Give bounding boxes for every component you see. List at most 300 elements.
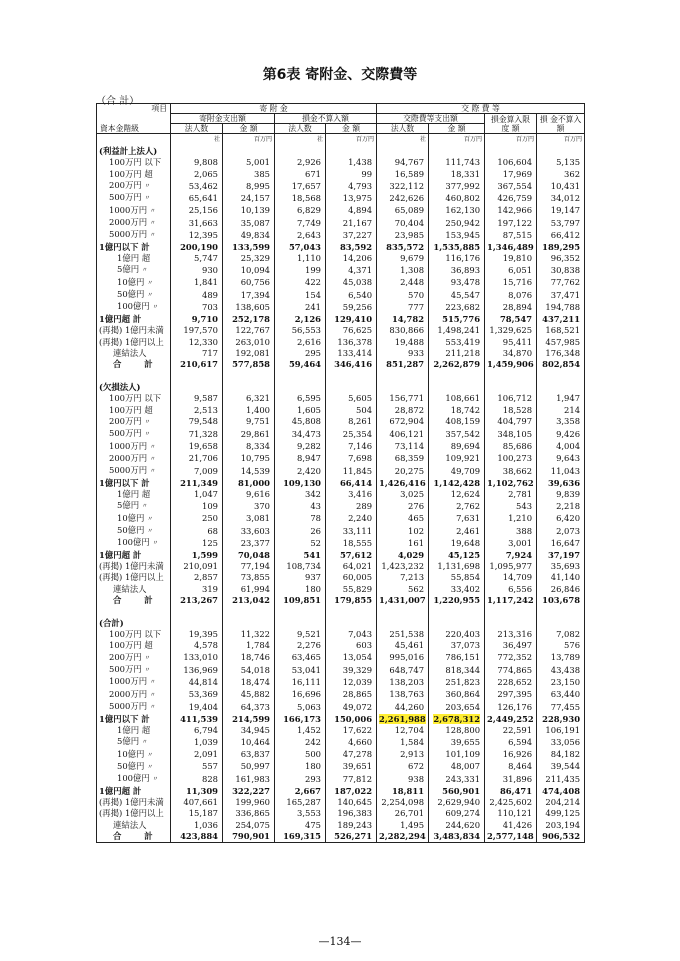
- value-cell: [377, 157, 429, 168]
- row-label: [97, 820, 171, 831]
- value-text: 2,420: [297, 465, 321, 476]
- value-text: 53,369: [188, 689, 218, 700]
- value-text: 162,130: [445, 205, 481, 216]
- value-cell: [429, 359, 485, 370]
- value-cell: [377, 640, 429, 651]
- empty-cell: [429, 146, 485, 157]
- value-text: 26: [310, 525, 321, 536]
- table-row: [97, 489, 585, 500]
- value-text: 2,091: [194, 749, 218, 760]
- row-label: [97, 629, 171, 640]
- value-cell: [485, 337, 537, 348]
- value-cell: [326, 289, 377, 301]
- row-label: [97, 500, 171, 512]
- value-text: 200,190: [180, 241, 218, 252]
- value-text: 385: [254, 168, 270, 179]
- row-label-text: 50億円: [117, 525, 145, 535]
- row-label: [97, 325, 171, 336]
- ditto-mark: 〃: [147, 751, 154, 759]
- value-text: 241: [305, 301, 321, 312]
- table-row: [97, 652, 585, 664]
- value-text: 50,997: [240, 761, 270, 772]
- value-text: 276: [408, 500, 425, 511]
- row-label-text: (再掲) 1億円以上: [99, 572, 164, 583]
- value-text: 411,539: [180, 713, 218, 724]
- table-row: [97, 550, 585, 561]
- value-text: 31,663: [188, 217, 218, 228]
- value-text: 89,694: [450, 441, 481, 452]
- value-text: 9,587: [194, 393, 218, 404]
- value-cell: [223, 525, 275, 537]
- empty-cell: [171, 146, 223, 157]
- value-cell: [377, 525, 429, 537]
- value-text: 672: [408, 761, 425, 772]
- value-text: 109: [202, 500, 218, 511]
- value-cell: [171, 584, 223, 595]
- value-cell: [537, 192, 585, 204]
- value-cell: [326, 500, 377, 512]
- row-label: [97, 264, 171, 276]
- value-text: 196,383: [337, 808, 373, 819]
- value-text: 133,599: [232, 241, 270, 252]
- value-text: 603: [356, 640, 373, 651]
- value-cell: [171, 572, 223, 583]
- unit-cell: 百万円: [326, 134, 377, 147]
- value-cell: [537, 229, 585, 241]
- value-cell: [485, 561, 537, 572]
- value-cell: [485, 736, 537, 748]
- value-text: 1,142,428: [433, 477, 481, 488]
- value-cell: [429, 550, 485, 561]
- row-label: [97, 701, 171, 713]
- value-cell: [171, 465, 223, 477]
- value-text: 1,220,955: [433, 595, 481, 606]
- value-text: 1,210: [508, 513, 533, 524]
- value-text: 223,682: [445, 301, 481, 312]
- value-text: 818,344: [445, 664, 481, 675]
- value-text: 4,660: [348, 736, 373, 747]
- value-cell: [326, 629, 377, 640]
- value-cell: [223, 500, 275, 512]
- value-text: 7,146: [348, 441, 373, 452]
- unit-cell: 百万円: [429, 134, 485, 147]
- value-text: 31,896: [502, 773, 533, 784]
- value-cell: [171, 229, 223, 241]
- value-text: 250,942: [445, 217, 481, 228]
- table-row: [97, 537, 585, 549]
- table-row: [97, 629, 585, 640]
- value-cell: [429, 797, 485, 808]
- row-label-text: 1億円以下 計: [99, 713, 150, 724]
- row-label: [97, 478, 171, 489]
- value-cell: [223, 301, 275, 313]
- value-text: 34,473: [291, 428, 321, 439]
- table-row: [97, 714, 585, 725]
- ditto-mark: 〃: [149, 220, 156, 228]
- value-cell: [429, 169, 485, 180]
- value-cell: [537, 595, 585, 606]
- table-row: [97, 242, 585, 253]
- value-text: 53,041: [291, 664, 321, 675]
- section-title: (欠損法人): [97, 382, 171, 393]
- value-cell: [223, 337, 275, 348]
- row-label: [97, 561, 171, 572]
- value-text: 52: [310, 537, 321, 548]
- value-cell: [171, 689, 223, 701]
- value-cell: [223, 428, 275, 440]
- value-cell: [171, 253, 223, 264]
- value-text: 251,538: [389, 629, 425, 640]
- table-row: [97, 786, 585, 797]
- ditto-mark: 〃: [149, 232, 156, 240]
- header-deductible-limit: 損金算入限 度 額: [485, 114, 537, 134]
- value-cell: [171, 192, 223, 204]
- value-cell: [429, 277, 485, 289]
- value-cell: [377, 489, 429, 500]
- value-text: 1,947: [556, 393, 581, 404]
- value-cell: [377, 550, 429, 561]
- value-cell: [171, 664, 223, 676]
- value-text: 7,924: [505, 549, 533, 560]
- value-text: 93,478: [450, 277, 481, 288]
- value-cell: [377, 192, 429, 204]
- table-row: [97, 820, 585, 831]
- ditto-mark: 〃: [144, 431, 151, 439]
- ditto-mark: 〃: [144, 418, 151, 426]
- value-text: 10,139: [240, 205, 270, 216]
- ditto-mark: 〃: [152, 304, 159, 312]
- value-text: 25,354: [342, 428, 373, 439]
- value-text: 19,648: [450, 537, 481, 548]
- value-text: 1,036: [194, 819, 218, 830]
- row-label-text: 100億円: [117, 773, 150, 784]
- spacer-cell: [223, 371, 275, 382]
- value-cell: [485, 725, 537, 736]
- row-label-text: 500万円: [109, 192, 142, 203]
- value-cell: [537, 714, 585, 725]
- value-text: 426,759: [497, 192, 533, 203]
- value-cell: [537, 797, 585, 808]
- value-text: 33,402: [450, 583, 481, 594]
- row-label: [97, 489, 171, 500]
- value-text: 63,837: [240, 749, 270, 760]
- value-cell: [485, 229, 537, 241]
- value-cell: [429, 242, 485, 253]
- value-cell: [275, 314, 326, 325]
- value-cell: [171, 416, 223, 428]
- value-text: 53,462: [188, 180, 218, 191]
- value-text: 2,513: [194, 404, 218, 415]
- value-text: 1,095,977: [489, 561, 533, 572]
- value-text: 254,075: [235, 819, 270, 830]
- value-text: 3,001: [508, 537, 533, 548]
- spacer-cell: [326, 606, 377, 617]
- value-text: 20,275: [394, 465, 425, 476]
- table-row: [97, 478, 585, 489]
- value-cell: [223, 561, 275, 572]
- value-text: 180: [305, 583, 321, 594]
- value-text: 6,595: [297, 393, 321, 404]
- value-text: 96,352: [550, 253, 581, 264]
- unit-cell: 社: [171, 134, 223, 147]
- value-cell: [326, 525, 377, 537]
- value-cell: [223, 701, 275, 713]
- value-cell: [485, 773, 537, 785]
- value-cell: [326, 441, 377, 453]
- value-cell: [429, 253, 485, 264]
- row-label: [97, 736, 171, 748]
- value-text: 45,125: [447, 549, 481, 560]
- row-label-text: (再掲) 1億円以上: [99, 808, 164, 819]
- value-text: 1,605: [297, 404, 321, 415]
- value-text: 460,802: [445, 192, 481, 203]
- value-cell: [171, 676, 223, 688]
- value-cell: [377, 500, 429, 512]
- value-text: 41,140: [550, 572, 581, 583]
- value-cell: [429, 820, 485, 831]
- value-cell: [275, 465, 326, 477]
- row-label: [97, 416, 171, 428]
- value-cell: [485, 640, 537, 651]
- value-text: 18,742: [450, 404, 481, 415]
- value-text: 166,173: [283, 713, 321, 724]
- value-text: 7,043: [348, 629, 373, 640]
- value-text: 22,591: [502, 724, 533, 735]
- empty-cell: [275, 146, 326, 157]
- row-label-text: (再掲) 1億円未満: [99, 325, 164, 336]
- value-text: 11,043: [550, 465, 581, 476]
- value-text: 108,661: [445, 393, 481, 404]
- value-cell: [326, 595, 377, 606]
- value-cell: [537, 736, 585, 748]
- value-cell: [485, 192, 537, 204]
- value-cell: [223, 416, 275, 428]
- value-cell: [429, 664, 485, 676]
- value-text: 2,262,879: [433, 359, 481, 370]
- value-text: 9,521: [297, 629, 321, 640]
- row-label-text: 5000万円: [109, 701, 148, 712]
- value-cell: [223, 205, 275, 217]
- value-cell: [171, 652, 223, 664]
- value-cell: [171, 820, 223, 831]
- value-cell: [171, 217, 223, 229]
- value-text: 3,081: [246, 513, 270, 524]
- value-text: 64,021: [342, 561, 373, 572]
- value-text: 79,548: [188, 416, 218, 427]
- value-text: 33,056: [550, 736, 581, 747]
- value-text: 4,371: [348, 264, 373, 275]
- value-cell: [326, 337, 377, 348]
- row-label: [97, 808, 171, 819]
- value-text: 85,686: [502, 441, 533, 452]
- row-label: [97, 689, 171, 701]
- value-text: 7,213: [400, 572, 425, 583]
- value-text: 16,111: [291, 676, 321, 687]
- value-cell: [485, 714, 537, 725]
- table-row: [97, 736, 585, 748]
- value-cell: [537, 525, 585, 537]
- row-label-text: 10億円: [117, 276, 145, 287]
- value-text: 68,359: [394, 453, 425, 464]
- value-text: 6,540: [348, 289, 373, 300]
- value-cell: [275, 289, 326, 301]
- value-cell: [275, 629, 326, 640]
- value-cell: [171, 205, 223, 217]
- value-text: 45,461: [394, 640, 425, 651]
- value-cell: [537, 701, 585, 713]
- table-row: [97, 405, 585, 416]
- value-text: 362: [564, 168, 581, 179]
- value-text: 2,643: [297, 229, 321, 240]
- empty-cell: [377, 382, 429, 393]
- section-title: (合計): [97, 618, 171, 629]
- value-text: 851,287: [386, 359, 425, 370]
- table-row: [97, 725, 585, 736]
- value-text: 165,287: [286, 796, 321, 807]
- value-cell: [429, 831, 485, 843]
- value-cell: [275, 217, 326, 229]
- value-text: 220,403: [445, 629, 481, 640]
- value-text: 17,394: [240, 289, 270, 300]
- value-text: 322,112: [389, 180, 425, 191]
- value-text: 204,214: [545, 796, 581, 807]
- value-text: 154: [305, 289, 321, 300]
- value-cell: [223, 513, 275, 525]
- value-cell: [275, 664, 326, 676]
- value-cell: [275, 808, 326, 819]
- value-text: 228,930: [542, 713, 581, 724]
- empty-cell: [171, 382, 223, 393]
- value-cell: [485, 359, 537, 370]
- table-row: [97, 180, 585, 192]
- value-cell: [171, 808, 223, 819]
- value-text: 53,797: [550, 217, 581, 228]
- value-cell: [537, 337, 585, 348]
- value-text: 76,625: [342, 325, 373, 336]
- value-cell: [171, 453, 223, 465]
- value-text: 197,122: [497, 217, 533, 228]
- value-cell: [275, 584, 326, 595]
- value-text: 348,105: [497, 428, 533, 439]
- value-text: 243,331: [445, 773, 481, 784]
- value-cell: [275, 761, 326, 773]
- value-cell: [537, 831, 585, 843]
- value-cell: [326, 513, 377, 525]
- value-cell: [429, 205, 485, 217]
- value-text: 111,743: [445, 157, 481, 168]
- value-cell: [429, 701, 485, 713]
- value-text: 2,254,098: [381, 796, 425, 807]
- value-cell: [326, 489, 377, 500]
- value-cell: [326, 325, 377, 336]
- row-label: [97, 314, 171, 325]
- spacer-cell: [485, 371, 537, 382]
- value-cell: [275, 205, 326, 217]
- value-text: 10,464: [240, 736, 270, 747]
- header-corner: [97, 104, 171, 134]
- value-cell: [275, 550, 326, 561]
- empty-cell: [275, 382, 326, 393]
- value-text: 576: [564, 640, 581, 651]
- row-label-text: (再掲) 1億円未満: [99, 561, 164, 572]
- table-row: [97, 701, 585, 713]
- value-text: 59,256: [342, 301, 373, 312]
- value-cell: [377, 264, 429, 276]
- value-text: 189,243: [337, 819, 373, 830]
- value-cell: [537, 489, 585, 500]
- value-text: 65,089: [394, 205, 425, 216]
- value-text: 12,704: [394, 724, 425, 735]
- value-text: 3,358: [556, 416, 581, 427]
- value-cell: [223, 277, 275, 289]
- row-label: [97, 157, 171, 168]
- value-cell: [377, 217, 429, 229]
- spacer-cell: [485, 606, 537, 617]
- row-label-text: 100万円 超: [109, 168, 153, 179]
- value-cell: [537, 441, 585, 453]
- value-text: 25,329: [240, 253, 270, 264]
- value-text: 406,121: [389, 428, 425, 439]
- value-text: 109,921: [445, 453, 481, 464]
- value-cell: [537, 725, 585, 736]
- value-text: 136,378: [337, 336, 373, 347]
- value-cell: [223, 180, 275, 192]
- row-label: [97, 277, 171, 289]
- value-cell: [275, 736, 326, 748]
- value-cell: [537, 572, 585, 583]
- value-cell: [275, 773, 326, 785]
- value-text: 14,206: [342, 253, 373, 264]
- value-text: 37,073: [450, 640, 481, 651]
- value-text: 1,452: [297, 724, 321, 735]
- value-cell: [326, 205, 377, 217]
- spacer-row: [97, 606, 585, 617]
- value-text: 34,012: [550, 192, 581, 203]
- value-text: 211,218: [445, 347, 481, 358]
- value-text: 2,926: [297, 157, 321, 168]
- value-text: 39,636: [547, 477, 581, 488]
- value-text: 103,678: [542, 595, 581, 606]
- spacer-cell: [377, 606, 429, 617]
- value-text: 786,151: [445, 652, 481, 663]
- value-cell: [275, 169, 326, 180]
- value-text: 937: [305, 572, 321, 583]
- value-cell: [485, 416, 537, 428]
- value-text: 6,051: [508, 264, 533, 275]
- row-label: [97, 393, 171, 404]
- spacer-cell: [326, 371, 377, 382]
- value-text: 4,793: [348, 180, 373, 191]
- value-text: 116,176: [445, 253, 481, 264]
- value-cell: [485, 676, 537, 688]
- value-text: 203,194: [545, 819, 581, 830]
- value-cell: [429, 652, 485, 664]
- value-cell: [429, 157, 485, 168]
- value-cell: [275, 820, 326, 831]
- value-text: 2,449,252: [487, 713, 534, 724]
- row-label-text: 1億円 超: [117, 724, 151, 735]
- value-cell: [326, 714, 377, 725]
- empty-cell: [485, 146, 537, 157]
- value-text: 63,465: [291, 652, 321, 663]
- value-text: 2,218: [556, 500, 581, 511]
- row-label-text: 100万円 超: [109, 640, 153, 651]
- value-text: 3,025: [400, 488, 425, 499]
- value-cell: [326, 157, 377, 168]
- ditto-mark: 〃: [147, 292, 154, 300]
- value-cell: [377, 441, 429, 453]
- value-cell: [485, 525, 537, 537]
